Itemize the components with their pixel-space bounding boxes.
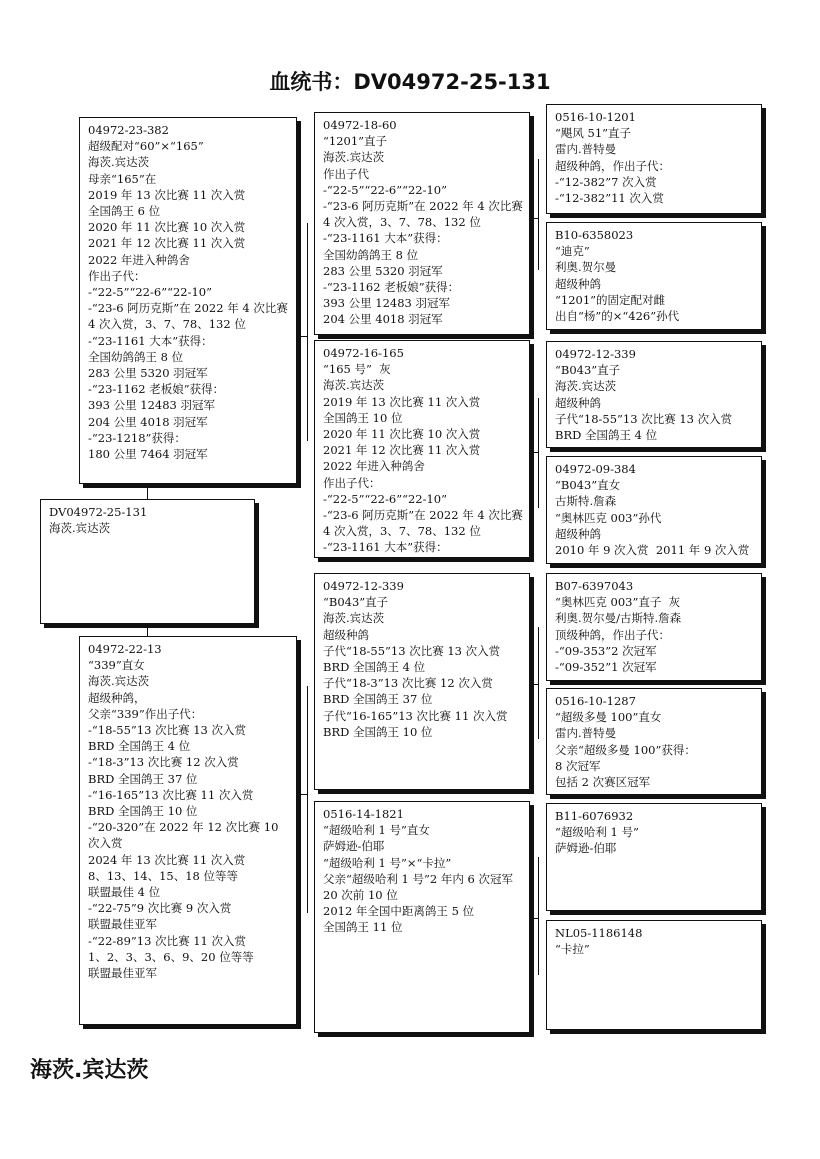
info-line: 雷内.普特曼 <box>555 142 617 157</box>
info-line: 283 公里 5320 羽冠军 <box>88 366 208 381</box>
info-line: 雷内.普特曼 <box>555 726 617 741</box>
info-line: 利奥.贺尔曼 <box>555 260 617 275</box>
info-line: “迪克” <box>555 244 590 259</box>
info-line: -“22-75”9 次比赛 9 次入赏 <box>88 901 232 916</box>
info-line: 作出子代 <box>323 166 369 181</box>
info-line: “165 号” 灰 <box>323 362 391 377</box>
info-line: -“18-3”13 次比赛 12 次入赏 <box>88 755 239 770</box>
ring-number: B10-6358023 <box>555 228 634 242</box>
info-line: -“23-1162 老板娘”获得： <box>323 280 460 295</box>
ring-number: 04972-23-382 <box>88 123 169 137</box>
info-line: “1201”直子 <box>323 134 388 149</box>
info-line: -“09-352”1 次冠军 <box>555 660 657 675</box>
info-line: 20 次前 10 位 <box>323 888 398 903</box>
info-line: 2021 年 12 次比赛 11 次入赏 <box>323 443 481 458</box>
info-line: 母亲“165”在 <box>88 171 157 186</box>
info-line: 海茨.宾达茨 <box>555 379 617 394</box>
great-grandparent-card <box>546 222 762 330</box>
great-grandparent-card <box>546 803 762 911</box>
info-line: BRD 全国鸽王 4 位 <box>323 660 426 675</box>
connector-gg-branch <box>530 918 538 919</box>
great-grandparent-card <box>546 920 762 1030</box>
dam-card <box>79 636 297 1025</box>
info-line: 顶级种鸽，作出子代： <box>555 627 670 642</box>
info-line: “B043”直子 <box>323 595 389 610</box>
info-line: 作出子代： <box>88 268 146 283</box>
info-line: BRD 全国鸽王 4 位 <box>88 739 191 754</box>
info-line: -“09-353”2 次冠军 <box>555 643 657 658</box>
info-line: -“23-6 阿历克斯”在 2022 年 4 次比赛 4 次入赏，3、7、78、132 位 <box>323 508 527 539</box>
ring-number: 0516-14-1821 <box>323 807 404 821</box>
info-line: -“16-165”13 次比赛 11 次入赏 <box>88 787 254 802</box>
sire-sire-card <box>314 112 530 335</box>
info-line: 全国鸽王 6 位 <box>88 204 161 219</box>
info-line: 超级种鸽， <box>88 690 146 705</box>
info-line: “奥林匹克 003”直子 灰 <box>555 595 681 610</box>
info-line: 海茨.宾达茨 <box>88 155 150 170</box>
ring-number: B11-6076932 <box>555 809 634 823</box>
info-line: -“22-5”“22-6”“22-10” <box>323 182 447 197</box>
info-line: 父亲“超级多曼 100”获得： <box>555 742 696 757</box>
ring-number: 04972-16-165 <box>323 346 404 360</box>
connector-gg-branch <box>538 398 539 508</box>
connector-sire-branch <box>307 223 308 441</box>
info-line: 8、13、14、15、18 位等等 <box>88 868 239 883</box>
info-line: -“12-382”7 次入赏 <box>555 174 657 189</box>
info-line: 2022 年进入种鸽舍 <box>88 252 190 267</box>
ring-number: DV04972-25-131 <box>49 505 148 519</box>
info-line: 超级种鸽 <box>555 395 601 410</box>
info-line: 超级种鸽，作出子代： <box>555 158 670 173</box>
info-line: -“23-6 阿历克斯”在 2022 年 4 次比赛 4 次入赏，3、7、78、132 位 <box>323 199 527 230</box>
info-line: -“18-55”13 次比赛 13 次入赏 <box>88 723 247 738</box>
info-line: -“22-5”“22-6”“22-10” <box>88 285 212 300</box>
info-line: 海茨.宾达茨 <box>323 611 385 626</box>
info-line: 超级种鸽 <box>323 627 369 642</box>
dam-sire-card <box>314 573 530 790</box>
great-grandparent-card <box>546 573 762 681</box>
info-line: 超级配对“60”×“165” <box>88 139 204 154</box>
sire-dam-card <box>314 340 530 558</box>
info-line: 2012 年全国中距离鸽王 5 位 <box>323 904 475 919</box>
info-line: 海茨.宾达茨 <box>88 674 150 689</box>
great-grandparent-card <box>546 104 762 214</box>
connector-dam-branch <box>297 794 307 795</box>
info-line: 2020 年 11 次比赛 10 次入赏 <box>88 220 246 235</box>
connector-gg-branch <box>538 627 539 739</box>
info-line: 作出子代： <box>323 475 381 490</box>
info-line: -“23-6 阿历克斯”在 2022 年 4 次比赛 4 次入赏，3、7、78、132 位 <box>88 301 292 332</box>
info-line: 全国幼鸽鸽王 8 位 <box>323 247 419 262</box>
info-line: 1、2、3、3、6、9、20 位等等 <box>88 949 254 964</box>
info-line: 2024 年 13 次比赛 11 次入赏 <box>88 852 246 867</box>
connector-gg-branch <box>530 684 538 685</box>
info-line: 海茨.宾达茨 <box>323 150 385 165</box>
info-line: 204 公里 4018 羽冠军 <box>323 312 443 327</box>
ring-number: B07-6397043 <box>555 579 634 593</box>
info-line: 出自“杨”的×“426”孙代 <box>555 309 680 324</box>
info-line: -“22-89”13 次比赛 11 次入赏 <box>88 933 247 948</box>
info-line: 子代“18-55”13 次比赛 13 次入赏 <box>323 643 501 658</box>
info-line: 2019 年 13 次比赛 11 次入赏 <box>323 394 481 409</box>
info-line: 2022 年进入种鸽舍 <box>323 459 425 474</box>
subject-card <box>40 499 255 624</box>
info-line: -“23-1161 大本”获得： <box>323 540 448 555</box>
connector-dam-branch <box>307 686 308 913</box>
info-line: 父亲“超级哈利 1 号”2 年内 6 次冠军 <box>323 871 513 886</box>
info-line: -“20-320”在 2022 年 12 次比赛 10 次入赏 <box>88 820 283 851</box>
info-line: 古斯特.詹森 <box>555 494 617 509</box>
info-line: “1201”的固定配对雌 <box>555 292 666 307</box>
info-line: 204 公里 4018 羽冠军 <box>88 414 208 429</box>
info-line: 全国幼鸽鸽王 8 位 <box>88 349 184 364</box>
info-line: “超级哈利 1 号” <box>555 825 639 840</box>
info-line: 2021 年 12 次比赛 11 次入赏 <box>88 236 246 251</box>
info-line: -“22-5”“22-6”“22-10” <box>323 491 447 506</box>
connector-sire-branch <box>297 336 307 337</box>
info-line: 子代“18-3”13 次比赛 12 次入赏 <box>323 676 493 691</box>
info-line: BRD 全国鸽王 10 位 <box>88 804 198 819</box>
connector-sire-subject <box>147 484 148 499</box>
connector-gg-branch <box>530 218 538 219</box>
info-line: -“23-1162 老板娘”获得： <box>88 382 225 397</box>
info-line: 2019 年 13 次比赛 11 次入赏 <box>88 187 246 202</box>
ring-number: NL05-1186148 <box>555 926 643 940</box>
info-line: BRD 全国鸽王 4 位 <box>555 428 658 443</box>
info-line: -“12-382”11 次入赏 <box>555 191 664 206</box>
info-line: 超级种鸽 <box>555 526 601 541</box>
ring-number: 04972-12-339 <box>323 579 404 593</box>
info-line: “奥林匹克 003”孙代 <box>555 510 662 525</box>
great-grandparent-card <box>546 688 762 795</box>
info-line: “B043”直女 <box>555 478 621 493</box>
info-line: BRD 全国鸽王 10 位 <box>323 724 433 739</box>
info-line: “卡拉” <box>555 942 590 957</box>
info-line: 2020 年 11 次比赛 10 次入赏 <box>323 427 481 442</box>
dam-dam-card <box>314 801 530 1033</box>
ring-number: 0516-10-1201 <box>555 110 636 124</box>
info-line: -“23-1161 大本”获得： <box>88 333 213 348</box>
info-line: 利奥.贺尔曼/古斯特.詹森 <box>555 611 682 626</box>
info-line: BRD 全国鸽王 37 位 <box>88 771 198 786</box>
connector-gg-branch <box>530 452 538 453</box>
info-line: BRD 全国鸽王 37 位 <box>323 692 433 707</box>
info-line: 海茨.宾达茨 <box>49 521 111 536</box>
info-line: 联盟最佳亚军 <box>88 966 157 981</box>
info-line: “超级多曼 100”直女 <box>555 710 662 725</box>
great-grandparent-card <box>546 456 762 564</box>
info-line: “飓风 51”直子 <box>555 126 632 141</box>
ring-number: 04972-12-339 <box>555 347 636 361</box>
page-title: 血统书：DV04972-25-131 <box>269 70 551 94</box>
info-line: 超级种鸽 <box>555 276 601 291</box>
info-line: 海茨.宾达茨 <box>323 378 385 393</box>
info-line: 子代“18-55”13 次比赛 13 次入赏 <box>555 411 733 426</box>
sire-card <box>79 117 297 484</box>
info-line: 全国鸽王 11 位 <box>323 920 403 935</box>
info-line: “339”直女 <box>88 658 145 673</box>
info-line: “超级哈利 1 号”直女 <box>323 823 430 838</box>
ring-number: 04972-22-13 <box>88 642 162 656</box>
ring-number: 04972-18-60 <box>323 118 397 132</box>
info-line: 萨姆逊-伯耶 <box>323 839 385 854</box>
connector-subject-dam <box>147 624 148 636</box>
connector-gg-branch <box>538 857 539 975</box>
ring-number: 0516-10-1287 <box>555 694 636 708</box>
info-line: 联盟最佳亚军 <box>88 917 157 932</box>
info-line: -“23-1161 大本”获得： <box>323 231 448 246</box>
info-line: -“23-1218”获得： <box>88 430 186 445</box>
info-line: 父亲“339”作出子代： <box>88 706 203 721</box>
info-line: “B043”直子 <box>555 363 621 378</box>
info-line: 萨姆逊-伯耶 <box>555 841 617 856</box>
info-line: 包括 2 次赛区冠军 <box>555 775 651 790</box>
ring-number: 04972-09-384 <box>555 462 636 476</box>
info-line: 180 公里 7464 羽冠军 <box>88 447 208 462</box>
great-grandparent-card <box>546 341 762 448</box>
info-line: 8 次冠军 <box>555 758 601 773</box>
info-line: 全国鸽王 10 位 <box>323 410 403 425</box>
info-line: 393 公里 12483 羽冠军 <box>323 296 450 311</box>
bird-name: 海茨.宾达茨 <box>30 1058 149 1083</box>
info-line: 393 公里 12483 羽冠军 <box>88 398 215 413</box>
info-line: 283 公里 5320 羽冠军 <box>323 263 443 278</box>
info-line: 2010 年 9 次入赏 2011 年 9 次入赏 <box>555 543 750 558</box>
connector-gg-branch <box>538 159 539 270</box>
info-line: 子代“16-165”13 次比赛 11 次入赏 <box>323 708 508 723</box>
info-line: “超级哈利 1 号”×“卡拉” <box>323 855 452 870</box>
info-line: 联盟最佳 4 位 <box>88 885 161 900</box>
